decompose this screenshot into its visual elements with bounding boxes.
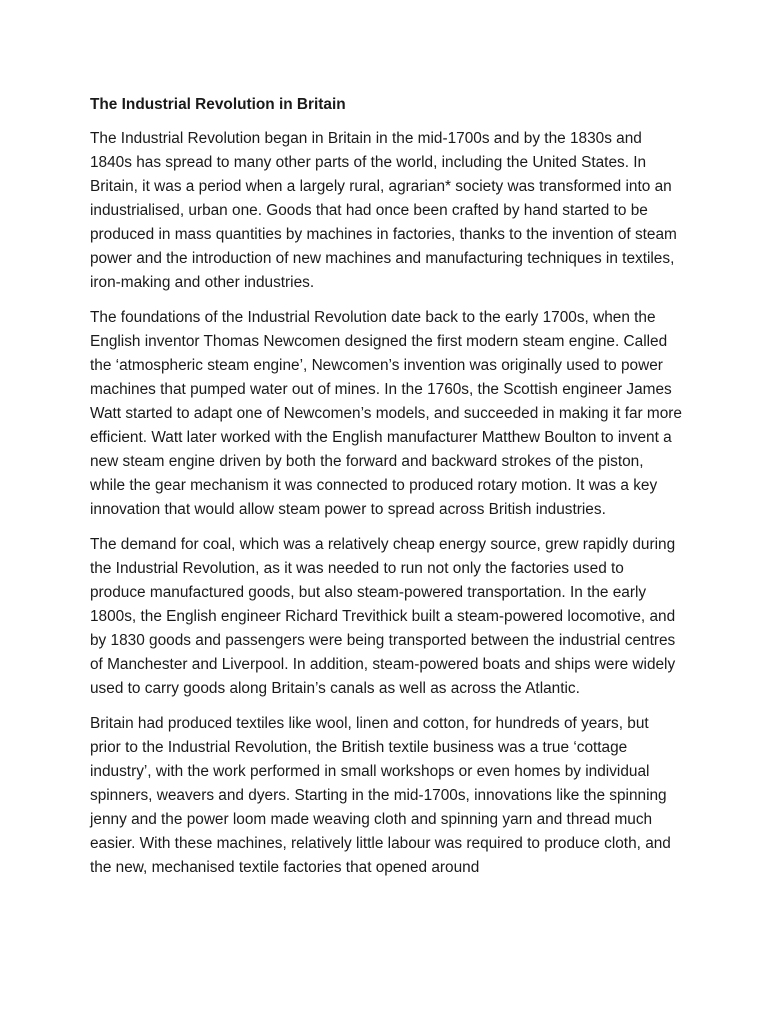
paragraph-3: The demand for coal, which was a relatively cheap energy source, grew rapidly during the Industrial Revolution, as it was needed to run not only the factories used to produce manufactured goods, but also steam-powered transportation. In the early 1800s, the English engineer Richard Trevithick built a steam-powered locomotive, and by 1830 goods and passengers were being transported between the industrial centres of Manchester and Liverpool. In addition, steam-powered boats and ships were widely used to carry goods along Britain’s canals as well as across the Atlantic.	[90, 536, 676, 697]
document-page	[90, 93, 682, 891]
paragraph-4: Britain had produced textiles like wool, linen and cotton, for hundreds of years, but prior to the Industrial Revolution, the British textile business was a true ‘cottage industry’, with the work performed in small workshops or even homes by individual spinners, weavers and dyers. Starting in the mid-1700s, innovations like the spinning jenny and the power loom made weaving cloth and spinning yarn and thread much easier. With these machines, relatively little labour was required to produce cloth, and the new, mechanised textile factories that opened around	[90, 715, 671, 876]
document-title: The Industrial Revolution in Britain	[90, 96, 346, 113]
paragraph-2: The foundations of the Industrial Revolution date back to the early 1700s, when the English inventor Thomas Newcomen designed the first modern steam engine. Called the ‘atmospheric steam engine’, Newcomen’s invention was originally used to power machines that pumped water out of mines. In the 1760s, the Scottish engineer James Watt started to adapt one of Newcomen’s models, and succeeded in making it far more efficient. Watt later worked with the English manufacturer Matthew Boulton to invent a new steam engine driven by both the forward and backward strokes of the piston, while the gear mechanism it was connected to produced rotary motion. It was a key innovation that would allow steam power to spread across British industries.	[90, 309, 682, 518]
paragraph-1: The Industrial Revolution began in Britain in the mid-1700s and by the 1830s and 1840s has spread to many other parts of the world, including the United States. In Britain, it was a period when a largely rural, agrarian* society was transformed into an industrialised, urban one. Goods that had once been crafted by hand started to be produced in mass quantities by machines in factories, thanks to the invention of steam power and the introduction of new machines and manufacturing techniques in textiles, iron-making and other industries.	[90, 130, 677, 291]
